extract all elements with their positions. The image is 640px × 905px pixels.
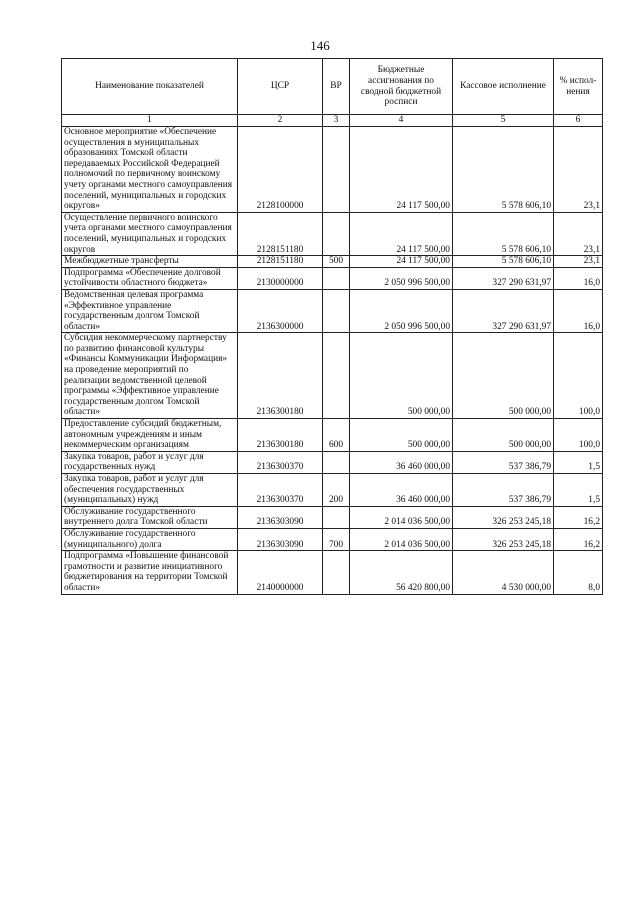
- row-cash-execution: 326 253 245,18: [453, 528, 554, 550]
- row-vr-code: [323, 127, 350, 213]
- row-csr-code: 2136303090: [238, 528, 323, 550]
- row-vr-code: [323, 333, 350, 419]
- row-csr-code: 2136300180: [238, 419, 323, 452]
- row-cash-execution: 4 530 000,00: [453, 551, 554, 594]
- table-row: [62, 551, 603, 594]
- row-name: Предоставление субсидий бюджетным, автономным учреждениям и иным некоммерческим организациям: [62, 419, 238, 452]
- row-assignments: 24 117 500,00: [350, 127, 453, 213]
- row-cash-execution: 537 386,79: [453, 474, 554, 507]
- table-header-row: [62, 59, 603, 115]
- row-cash-execution: 500 000,00: [453, 419, 554, 452]
- page-number: 146: [310, 38, 330, 53]
- row-name: Подпрограмма «Обеспечение долговой устойчивости областного бюджета»: [62, 267, 238, 289]
- row-csr-code: 2136300370: [238, 474, 323, 507]
- row-csr-code: 2128151180: [238, 212, 323, 255]
- row-name: Основное мероприятие «Обеспечение осуществления в муниципальных образованиях Томской области передаваемых Российской Федерацией полномочий по первичному воинскому учету органами местного самоуправления поселений, муниципальных и городских округов»: [62, 127, 238, 213]
- row-csr-code: 2128100000: [238, 127, 323, 213]
- row-name: Субсидия некоммерческому партнерству по развитию финансовой культуры «Финансы Коммуникации Информация» на проведение мероприятий по реализации ведомственной целевой программы «Эффективное управление государственным долгом Томской области»: [62, 333, 238, 419]
- table-row: [62, 256, 603, 268]
- row-execution-percent: 16,0: [554, 289, 603, 332]
- table-row: [62, 267, 603, 289]
- row-vr-code: [323, 289, 350, 332]
- row-assignments: 2 014 036 500,00: [350, 506, 453, 528]
- table-row: [62, 289, 603, 332]
- column-number: 4: [350, 115, 453, 127]
- row-assignments: 500 000,00: [350, 419, 453, 452]
- row-cash-execution: 5 578 606,10: [453, 256, 554, 268]
- row-cash-execution: 326 253 245,18: [453, 506, 554, 528]
- row-name: Закупка товаров, работ и услуг для обеспечения государственных (муниципальных) нужд: [62, 474, 238, 507]
- row-name: Обслуживание государственного (муниципального) долга: [62, 528, 238, 550]
- row-vr-code: 600: [323, 419, 350, 452]
- row-cash-execution: 500 000,00: [453, 333, 554, 419]
- row-execution-percent: 16,2: [554, 528, 603, 550]
- row-assignments: 24 117 500,00: [350, 256, 453, 268]
- table-row: [62, 419, 603, 452]
- row-cash-execution: 327 290 631,97: [453, 289, 554, 332]
- row-csr-code: 2136300000: [238, 289, 323, 332]
- row-execution-percent: 100,0: [554, 419, 603, 452]
- row-assignments: 2 014 036 500,00: [350, 528, 453, 550]
- row-assignments: 24 117 500,00: [350, 212, 453, 255]
- row-vr-code: [323, 506, 350, 528]
- row-assignments: 2 050 996 500,00: [350, 267, 453, 289]
- row-vr-code: [323, 267, 350, 289]
- row-execution-percent: 16,2: [554, 506, 603, 528]
- row-execution-percent: 16,0: [554, 267, 603, 289]
- row-name: Межбюджетные трансферты: [62, 256, 238, 268]
- column-number: 2: [238, 115, 323, 127]
- header-name: Наименование показателей: [62, 59, 238, 115]
- row-execution-percent: 23,1: [554, 127, 603, 213]
- row-assignments: 36 460 000,00: [350, 451, 453, 473]
- row-assignments: 500 000,00: [350, 333, 453, 419]
- row-cash-execution: 537 386,79: [453, 451, 554, 473]
- row-name: Осуществление первичного воинского учета органами местного самоуправления поселений, муниципальных и городских округов: [62, 212, 238, 255]
- row-execution-percent: 1,5: [554, 474, 603, 507]
- header-assignments: Бюджетные ассигнования по сводной бюджетной росписи: [350, 59, 453, 115]
- column-number: 6: [554, 115, 603, 127]
- table-row: [62, 474, 603, 507]
- row-csr-code: 2128151180: [238, 256, 323, 268]
- column-number: 5: [453, 115, 554, 127]
- row-name: Обслуживание государственного внутреннего долга Томской области: [62, 506, 238, 528]
- table-row: [62, 528, 603, 550]
- row-csr-code: 2140000000: [238, 551, 323, 594]
- table-row: [62, 451, 603, 473]
- row-name: Подпрограмма «Повышение финансовой грамотности и развитие инициативного бюджетирования на территории Томской области»: [62, 551, 238, 594]
- table-row: [62, 127, 603, 213]
- row-vr-code: 500: [323, 256, 350, 268]
- row-vr-code: [323, 451, 350, 473]
- row-vr-code: 700: [323, 528, 350, 550]
- row-vr-code: 200: [323, 474, 350, 507]
- row-execution-percent: 1,5: [554, 451, 603, 473]
- header-csr: ЦСР: [238, 59, 323, 115]
- column-number-row: [62, 115, 603, 127]
- row-name: Закупка товаров, работ и услуг для государственных нужд: [62, 451, 238, 473]
- table-row: [62, 506, 603, 528]
- row-assignments: 36 460 000,00: [350, 474, 453, 507]
- row-execution-percent: 23,1: [554, 212, 603, 255]
- header-cash-execution: Кассовое исполнение: [453, 59, 554, 115]
- column-number: 1: [62, 115, 238, 127]
- row-cash-execution: 5 578 606,10: [453, 212, 554, 255]
- budget-execution-table: [61, 58, 603, 595]
- header-execution-percent: % испол-нения: [554, 59, 603, 115]
- row-csr-code: 2136303090: [238, 506, 323, 528]
- row-execution-percent: 23,1: [554, 256, 603, 268]
- row-csr-code: 2136300370: [238, 451, 323, 473]
- row-execution-percent: 100,0: [554, 333, 603, 419]
- row-execution-percent: 8,0: [554, 551, 603, 594]
- table-body: [62, 127, 603, 595]
- table-row: [62, 333, 603, 419]
- column-number: 3: [323, 115, 350, 127]
- row-assignments: 56 420 800,00: [350, 551, 453, 594]
- row-vr-code: [323, 212, 350, 255]
- row-cash-execution: 5 578 606,10: [453, 127, 554, 213]
- row-csr-code: 2136300180: [238, 333, 323, 419]
- row-assignments: 2 050 996 500,00: [350, 289, 453, 332]
- row-cash-execution: 327 290 631,97: [453, 267, 554, 289]
- row-vr-code: [323, 551, 350, 594]
- row-name: Ведомственная целевая программа «Эффективное управление государственным долгом Томской области»: [62, 289, 238, 332]
- row-csr-code: 2130000000: [238, 267, 323, 289]
- header-vr: ВР: [323, 59, 350, 115]
- table-row: [62, 212, 603, 255]
